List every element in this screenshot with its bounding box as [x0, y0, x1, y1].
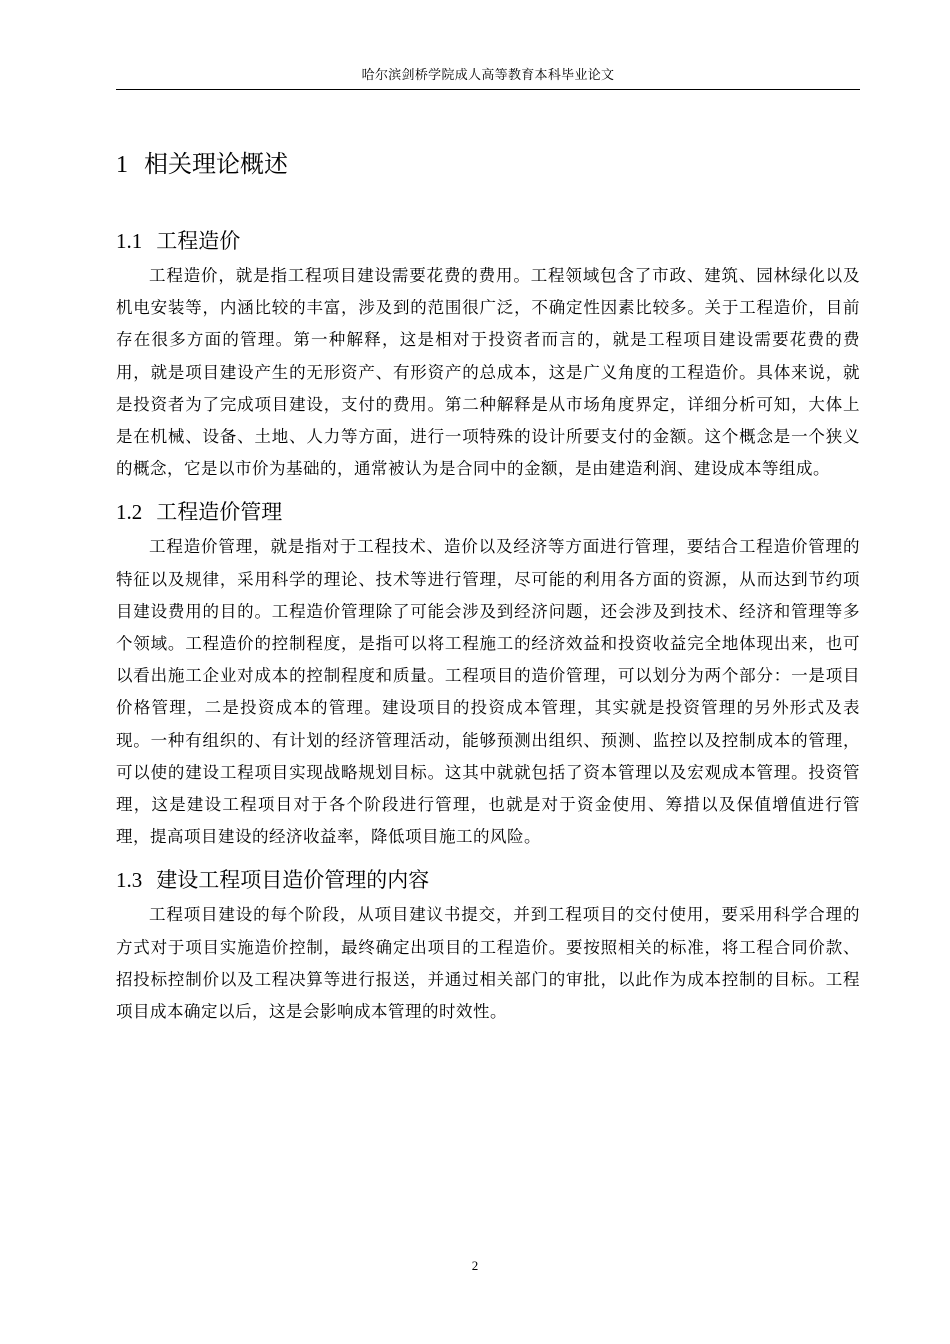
chapter-title: 相关理论概述: [144, 150, 288, 178]
section-heading-1-1: [116, 222, 860, 260]
section-number: 1.2: [116, 500, 143, 525]
section-number: 1.3: [116, 868, 143, 893]
header-rule: [116, 89, 860, 90]
section-number: 1.1: [116, 229, 143, 253]
running-header: 哈尔滨剑桥学院成人高等教育本科毕业论文: [361, 68, 615, 83]
page-number: 2: [471, 1258, 479, 1273]
section-paragraph-1-1: 工程造价，就是指工程项目建设需要花费的费用。工程领域包含了市政、建筑、园林绿化以及机电安装等，内涵比较的丰富，涉及到的范围很广泛，不确定性因素比较多。关于工程造价，目前存在很多方面的管理。第一种解释，这是相对于投资者而言的，就是工程项目建设需要花费的费用，就是项目建设产生的无形资产、有形资产的总成本，这是广义角度的工程造价。具体来说，就是投资者为了完成项目建设，支付的费用。第二种解释是从市场角度界定，详细分析可知，大体上是在机械、设备、土地、人力等方面，进行一项特殊的设计所要支付的金额。这个概念是一个狭义的概念，它是以市价为基础的，通常被认为是合同中的金额，是由建造利润、建设成本等组成。: [116, 266, 860, 479]
section-title: 建设工程项目造价管理的内容: [156, 868, 430, 893]
section-title: 工程造价: [156, 229, 241, 253]
chapter-heading: [116, 140, 860, 188]
section-heading-1-2: [116, 493, 860, 531]
chapter-number: 1: [116, 152, 128, 178]
section-title: 工程造价管理: [156, 500, 283, 525]
page-content: [116, 140, 860, 1028]
section-heading-1-3: [116, 861, 860, 899]
section-paragraph-1-3: 工程项目建设的每个阶段，从项目建议书提交，并到工程项目的交付使用，要采用科学合理的方式对于项目实施造价控制，最终确定出项目的工程造价。要按照相关的标准，将工程合同价款、招投标控制价以及工程决算等进行报送，并通过相关部门的审批，以此作为成本控制的目标。工程项目成本确定以后，这是会影响成本管理的时效性。: [116, 905, 860, 1022]
section-paragraph-1-2: 工程造价管理，就是指对于工程技术、造价以及经济等方面进行管理，要结合工程造价管理的特征以及规律，采用科学的理论、技术等进行管理，尽可能的利用各方面的资源，从而达到节约项目建设费用的目的。工程造价管理除了可能会涉及到经济问题，还会涉及到技术、经济和管理等多个领域。工程造价的控制程度，是指可以将工程施工的经济效益和投资收益完全地体现出来，也可以看出施工企业对成本的控制程度和质量。工程项目的造价管理，可以划分为两个部分：一是项目价格管理，二是投资成本的管理。建设项目的投资成本管理，其实就是投资管理的另外形式及表现。一种有组织的、有计划的经济管理活动，能够预测出组织、预测、监控以及控制成本的管理，可以使的建设工程项目实现战略规划目标。这其中就就包括了资本管理以及宏观成本管理。投资管理，这是建设工程项目对于各个阶段进行管理，也就是对于资金使用、筹措以及保值增值进行管理，提高项目建设的经济收益率，降低项目施工的风险。: [116, 537, 860, 847]
